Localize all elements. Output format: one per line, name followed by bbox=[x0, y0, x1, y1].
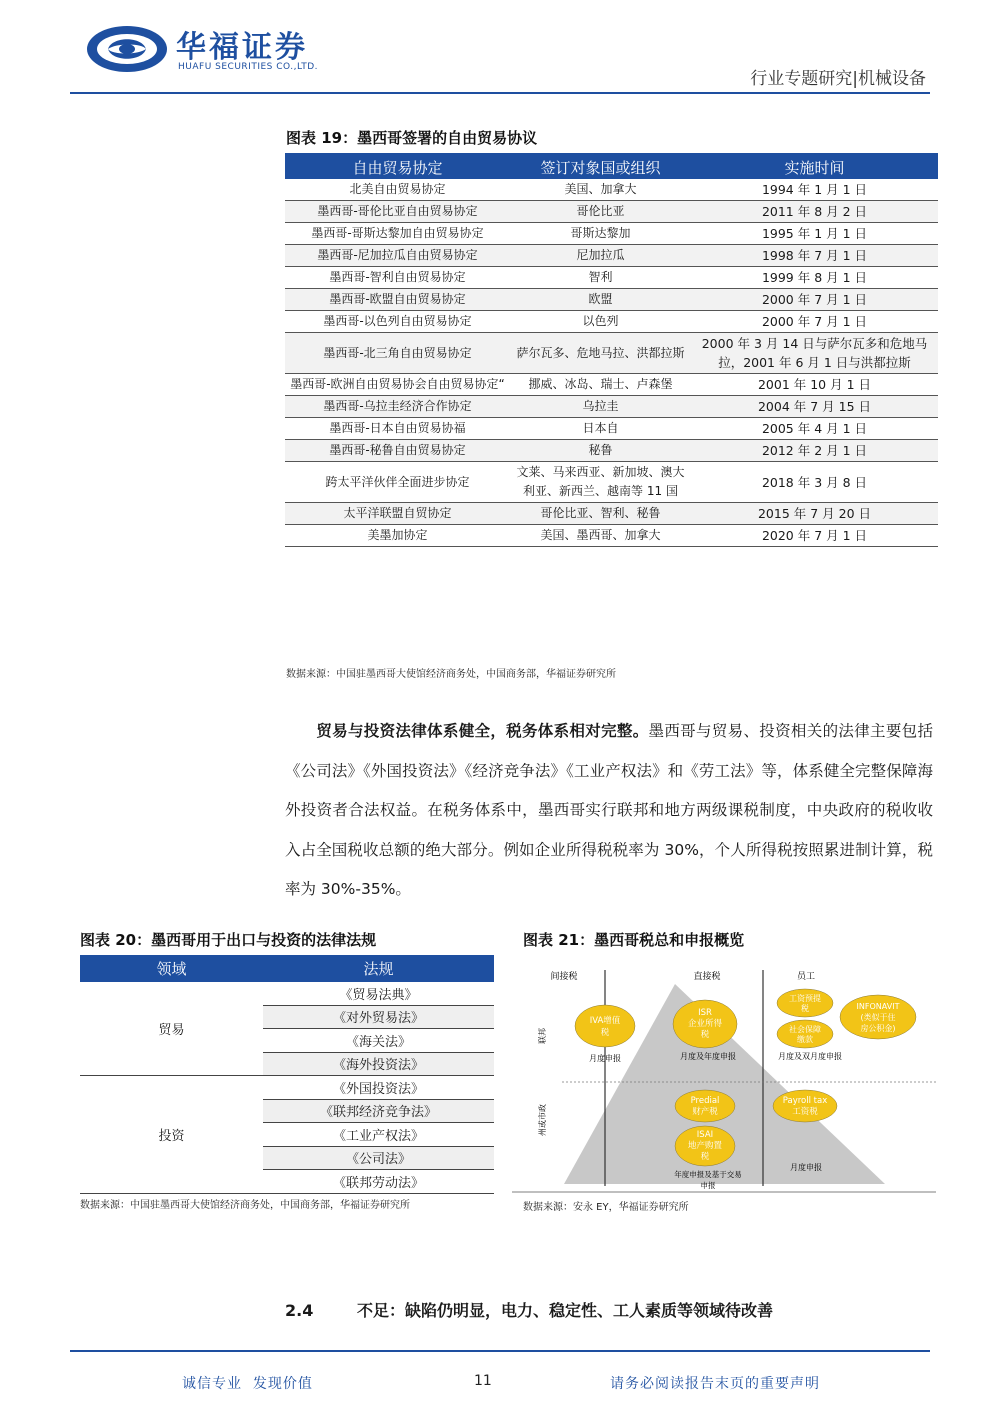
caption-annual-transaction-2: 申报 bbox=[700, 1181, 716, 1190]
infonavit-bubble bbox=[840, 995, 916, 1039]
fig19-date-cell: 1994 年 1 月 1 日 bbox=[691, 179, 938, 201]
fig20-table-row bbox=[80, 1076, 494, 1100]
fig20-col-field: 领域 bbox=[80, 955, 263, 982]
row-state-municipal: 州或市政 bbox=[538, 1104, 547, 1136]
fig19-table-row bbox=[285, 201, 938, 223]
fig19-date-cell: 2018 年 3 月 8 日 bbox=[691, 462, 938, 503]
fig19-agreement-cell: 墨西哥-秘鲁自由贸易协定 bbox=[285, 440, 510, 462]
fig19-header-row bbox=[285, 154, 938, 179]
fig19-table-row bbox=[285, 418, 938, 440]
svg-text:房公积金): 房公积金) bbox=[860, 1024, 896, 1033]
svg-text:Predial: Predial bbox=[690, 1096, 720, 1106]
caption-monthly-bimonthly: 月度及双月度申报 bbox=[778, 1052, 842, 1061]
fig19-col-date: 实施时间 bbox=[691, 154, 938, 179]
company-logo-icon bbox=[86, 24, 168, 74]
fig20-law-cell: 《贸易法典》 bbox=[263, 982, 494, 1005]
fig19-partner-cell: 美国、加拿大 bbox=[510, 179, 691, 201]
fig19-partner-cell: 哥斯达黎加 bbox=[510, 223, 691, 245]
fig19-agreement-cell: 跨太平洋伙伴全面进步协定 bbox=[285, 462, 510, 503]
svg-text:Payroll tax: Payroll tax bbox=[782, 1096, 828, 1106]
fig20-field-cell: 贸易 bbox=[80, 982, 263, 1076]
payroll-tax-bubble bbox=[773, 1090, 837, 1122]
fig19-date-cell: 2005 年 4 月 1 日 bbox=[691, 418, 938, 440]
svg-text:税: 税 bbox=[700, 1030, 710, 1040]
header-divider bbox=[70, 92, 930, 94]
fig20-col-law: 法规 bbox=[263, 955, 494, 982]
fig19-partner-cell: 智利 bbox=[510, 267, 691, 289]
fig19-table-row bbox=[285, 440, 938, 462]
fig19-agreement-cell: 墨西哥-日本自由贸易协福 bbox=[285, 418, 510, 440]
fig19-agreement-cell: 北美自由贸易协定 bbox=[285, 179, 510, 201]
fig20-source: 数据来源：中国驻墨西哥大使馆经济商务处，中国商务部，华福证券研究所 bbox=[80, 1200, 410, 1211]
svg-text:(类似于住: (类似于住 bbox=[860, 1013, 896, 1022]
svg-text:税: 税 bbox=[801, 1004, 809, 1013]
fig20-law-cell: 《联邦经济竞争法》 bbox=[263, 1099, 494, 1123]
fig20-table-row bbox=[80, 982, 494, 1005]
fig20-law-cell: 《联邦劳动法》 bbox=[263, 1170, 494, 1194]
fig19-table-row bbox=[285, 396, 938, 418]
fig19-partner-cell: 挪威、冰岛、瑞士、卢森堡 bbox=[510, 374, 691, 396]
fig21-tax-diagram bbox=[512, 956, 936, 1196]
fig19-table bbox=[285, 153, 938, 547]
fig19-table-row bbox=[285, 374, 938, 396]
fig19-table-row bbox=[285, 267, 938, 289]
iva-bubble bbox=[575, 1005, 635, 1047]
fig19-partner-cell: 哥伦比亚 bbox=[510, 201, 691, 223]
fig20-table bbox=[80, 955, 494, 1194]
fig19-agreement-cell: 墨西哥-欧洲自由贸易协会自由贸易协定“ bbox=[285, 374, 510, 396]
row-federal: 联邦 bbox=[538, 1028, 547, 1044]
fig19-partner-cell: 以色列 bbox=[510, 311, 691, 333]
col-indirect-tax: 间接税 bbox=[550, 972, 578, 982]
logo-chinese-name: 华福证券 bbox=[176, 30, 308, 65]
fig19-partner-cell: 欧盟 bbox=[510, 289, 691, 311]
fig20-law-cell: 《外国投资法》 bbox=[263, 1076, 494, 1100]
fig21-source: 数据来源：安永 EY，华福证券研究所 bbox=[523, 1202, 689, 1213]
fig20-title: 图表 20：墨西哥用于出口与投资的法律法规 bbox=[80, 931, 377, 949]
section-title: 不足：缺陷仍明显，电力、稳定性、工人素质等领域待改善 bbox=[357, 1301, 774, 1320]
col-direct-tax: 直接税 bbox=[693, 972, 721, 982]
fig19-table-row bbox=[285, 525, 938, 547]
fig19-partner-cell: 美国、墨西哥、加拿大 bbox=[510, 525, 691, 547]
fig19-col-partner: 签订对象国或组织 bbox=[510, 154, 691, 179]
social-security-bubble bbox=[777, 1020, 833, 1048]
predial-bubble bbox=[675, 1090, 735, 1122]
fig19-agreement-cell: 墨西哥-尼加拉瓜自由贸易协定 bbox=[285, 245, 510, 267]
fig19-agreement-cell: 墨西哥-哥伦比亚自由贸易协定 bbox=[285, 201, 510, 223]
footer-slogan: 诚信专业 发现价值 bbox=[182, 1376, 313, 1392]
fig19-date-cell: 2012 年 2 月 1 日 bbox=[691, 440, 938, 462]
fig19-table-row bbox=[285, 503, 938, 525]
logo-english-name: HUAFU SECURITIES CO.,LTD. bbox=[178, 62, 319, 72]
fig19-date-cell: 1998 年 7 月 1 日 bbox=[691, 245, 938, 267]
fig19-date-cell: 2000 年 3 月 14 日与萨尔瓦多和危地马拉，2001 年 6 月 1 日与洪都拉斯 bbox=[691, 333, 938, 374]
fig20-field-cell: 投资 bbox=[80, 1076, 263, 1194]
fig19-agreement-cell: 墨西哥-乌拉圭经济合作协定 bbox=[285, 396, 510, 418]
section-heading bbox=[285, 1298, 773, 1321]
fig19-table-row bbox=[285, 179, 938, 201]
svg-text:ISR: ISR bbox=[698, 1008, 712, 1018]
fig19-source: 数据来源：中国驻墨西哥大使馆经济商务处，中国商务部，华福证券研究所 bbox=[286, 669, 616, 680]
report-category: 行业专题研究|机械设备 bbox=[750, 69, 926, 89]
fig19-date-cell: 1999 年 8 月 1 日 bbox=[691, 267, 938, 289]
fig20-law-cell: 《海外投资法》 bbox=[263, 1052, 494, 1076]
fig19-agreement-cell: 墨西哥-欧盟自由贸易协定 bbox=[285, 289, 510, 311]
paragraph-lead: 贸易与投资法律体系健全，税务体系相对完整。 bbox=[316, 722, 649, 740]
svg-text:税: 税 bbox=[600, 1028, 610, 1038]
fig19-partner-cell: 萨尔瓦多、危地马拉、洪都拉斯 bbox=[510, 333, 691, 374]
fig19-partner-cell: 秘鲁 bbox=[510, 440, 691, 462]
fig19-partner-cell: 乌拉圭 bbox=[510, 396, 691, 418]
svg-text:税: 税 bbox=[700, 1152, 710, 1162]
fig19-agreement-cell: 墨西哥-以色列自由贸易协定 bbox=[285, 311, 510, 333]
paragraph-body: 墨西哥与贸易、投资相关的法律主要包括《公司法》《外国投资法》《经济竞争法》《工业产权法》和《劳工法》等，体系健全完整保障海外投资者合法权益。在税务体系中，墨西哥实行联邦和地方两级课税制度，中央政府的税收收入占全国税收总额的绝大部分。例如企业所得税税率为 30%，个人所得税按照累进制计算，税率为 30%-35%。 bbox=[285, 722, 933, 898]
fig19-date-cell: 2011 年 8 月 2 日 bbox=[691, 201, 938, 223]
withholding-bubble bbox=[777, 989, 833, 1017]
isr-bubble bbox=[673, 1000, 737, 1048]
fig19-col-agreement: 自由贸易协定 bbox=[285, 154, 510, 179]
svg-text:财产税: 财产税 bbox=[692, 1107, 718, 1117]
svg-text:工资税: 工资税 bbox=[792, 1107, 818, 1117]
caption-monthly-annual: 月度及年度申报 bbox=[680, 1052, 736, 1061]
fig19-date-cell: 2015 年 7 月 20 日 bbox=[691, 503, 938, 525]
caption-annual-transaction-1: 年度申报及基于交易 bbox=[674, 1170, 742, 1179]
fig19-agreement-cell: 墨西哥-北三角自由贸易协定 bbox=[285, 333, 510, 374]
fig19-agreement-cell: 墨西哥-哥斯达黎加自由贸易协定 bbox=[285, 223, 510, 245]
fig19-partner-cell: 文莱、马来西亚、新加坡、澳大利亚、新西兰、越南等 11 国 bbox=[510, 462, 691, 503]
svg-text:工资预提: 工资预提 bbox=[789, 994, 821, 1003]
section-number: 2.4 bbox=[285, 1301, 314, 1320]
isai-bubble bbox=[675, 1126, 735, 1166]
col-employee: 员工 bbox=[796, 972, 816, 982]
caption-monthly-iva: 月度申报 bbox=[589, 1054, 621, 1063]
fig20-law-cell: 《海关法》 bbox=[263, 1029, 494, 1053]
fig19-table-row bbox=[285, 223, 938, 245]
svg-text:IVA增值: IVA增值 bbox=[589, 1016, 621, 1026]
fig19-agreement-cell: 墨西哥-智利自由贸易协定 bbox=[285, 267, 510, 289]
fig20-law-cell: 《公司法》 bbox=[263, 1146, 494, 1170]
fig19-table-row bbox=[285, 462, 938, 503]
page-number: 11 bbox=[474, 1373, 492, 1389]
fig20-law-cell: 《对外贸易法》 bbox=[263, 1005, 494, 1029]
fig20-law-cell: 《工业产权法》 bbox=[263, 1123, 494, 1147]
fig19-agreement-cell: 太平洋联盟自贸协定 bbox=[285, 503, 510, 525]
fig19-partner-cell: 日本自 bbox=[510, 418, 691, 440]
caption-monthly-payroll: 月度申报 bbox=[790, 1163, 822, 1172]
svg-text:INFONAVIT: INFONAVIT bbox=[856, 1002, 900, 1011]
fig19-date-cell: 2004 年 7 月 15 日 bbox=[691, 396, 938, 418]
fig19-date-cell: 2001 年 10 月 1 日 bbox=[691, 374, 938, 396]
fig19-partner-cell: 尼加拉瓜 bbox=[510, 245, 691, 267]
footer-divider bbox=[70, 1350, 930, 1352]
fig21-title: 图表 21：墨西哥税总和申报概览 bbox=[523, 931, 745, 949]
fig19-date-cell: 1995 年 1 月 1 日 bbox=[691, 223, 938, 245]
fig19-table-row bbox=[285, 289, 938, 311]
fig19-date-cell: 2000 年 7 月 1 日 bbox=[691, 311, 938, 333]
footer-disclaimer: 请务必阅读报告末页的重要声明 bbox=[610, 1376, 820, 1392]
fig20-header-row bbox=[80, 955, 494, 982]
svg-text:社会保障: 社会保障 bbox=[789, 1025, 821, 1034]
fig19-date-cell: 2020 年 7 月 1 日 bbox=[691, 525, 938, 547]
svg-text:ISAI: ISAI bbox=[696, 1130, 714, 1140]
svg-text:企业所得: 企业所得 bbox=[687, 1019, 723, 1029]
svg-text:缴款: 缴款 bbox=[797, 1035, 813, 1044]
svg-text:地产购置: 地产购置 bbox=[687, 1141, 723, 1151]
body-paragraph bbox=[285, 712, 933, 910]
fig19-table-row bbox=[285, 333, 938, 374]
fig19-table-row bbox=[285, 245, 938, 267]
fig19-title: 图表 19：墨西哥签署的自由贸易协议 bbox=[286, 129, 538, 147]
fig19-agreement-cell: 美墨加协定 bbox=[285, 525, 510, 547]
fig19-partner-cell: 哥伦比亚、智利、秘鲁 bbox=[510, 503, 691, 525]
fig19-table-row bbox=[285, 311, 938, 333]
fig19-date-cell: 2000 年 7 月 1 日 bbox=[691, 289, 938, 311]
